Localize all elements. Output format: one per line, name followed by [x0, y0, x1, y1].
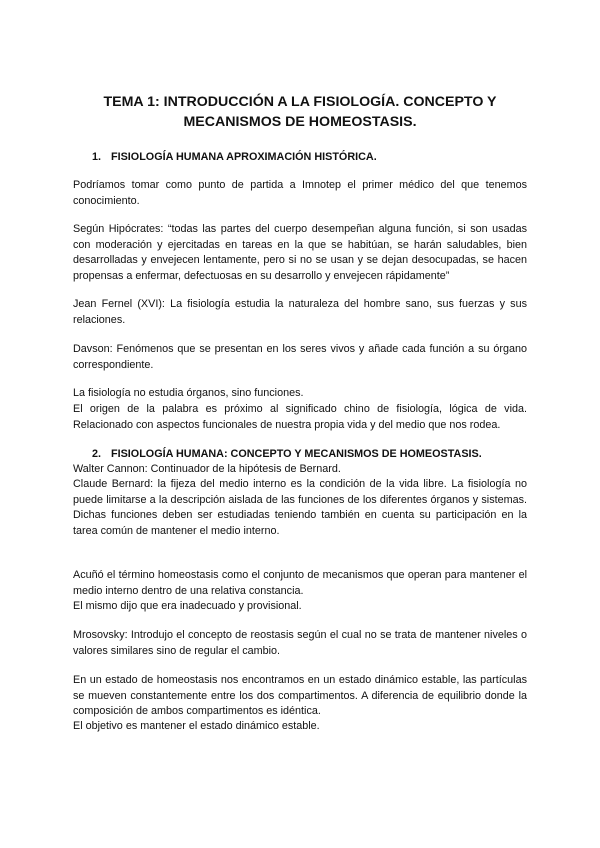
paragraph-origen: El origen de la palabra es próximo al significado chino de fisiología, lógica de vida. Relacionado con aspectos funcionales de nuestra propia vida y del medio que nos rodea.	[73, 403, 527, 431]
paragraph-acuno: Acuñó el término homeostasis como el conjunto de mecanismos que operan para mantener el medio interno dentro de una relativa constancia.	[73, 569, 527, 597]
paragraph-davson: Davson: Fenómenos que se presentan en los seres vivos y añade cada función a su órgano correspondiente.	[73, 343, 527, 371]
section-1-number: 1.	[92, 151, 102, 163]
page-title	[60, 92, 540, 132]
paragraph-mrosovsky: Mrosovsky: Introdujo el concepto de reostasis según el cual no se trata de mantener niveles o valores similares sino de regular el cambio.	[73, 629, 527, 657]
section-1-title: FISIOLOGÍA HUMANA APROXIMACIÓN HISTÓRICA.	[111, 151, 377, 163]
paragraph-objetivo: El objetivo es mantener el estado dinámico estable.	[73, 720, 320, 732]
title-line-2: MECANISMOS DE HOMEOSTASIS.	[183, 114, 417, 130]
paragraph-bernard: Claude Bernard: la fijeza del medio interno es la condición de la vida libre. La fisiología no puede limitarse a la descripción aislada de las funciones de los diferentes órganos y sistemas. Dichas funciones deben ser estudiadas teniendo también en cuenta su participación en la tarea común de mantener el medio interno.	[73, 478, 527, 537]
section-2-title: FISIOLOGÍA HUMANA: CONCEPTO Y MECANISMOS DE HOMEOSTASIS.	[111, 448, 482, 460]
section-1-heading	[92, 150, 377, 165]
section-2-number: 2.	[92, 448, 102, 460]
title-line-1: TEMA 1: INTRODUCCIÓN A LA FISIOLOGÍA. CONCEPTO Y	[103, 94, 497, 110]
paragraph-hipocrates: Según Hipócrates: “todas las partes del cuerpo desempeñan alguna función, si son usadas con moderación y ejercitadas en tareas en la que se habitúan, se harán saludables, bien desarrolladas y envejecen lentamente, pero si no se usan y se dejan desocupadas, se hacen propensas a enfermar, defectuosas en su desarrollo y envejecen rápidamente”	[73, 223, 527, 282]
paragraph-inadecuado: El mismo dijo que era inadecuado y provisional.	[73, 600, 302, 612]
paragraph-imnotep: Podríamos tomar como punto de partida a Imnotep el primer médico del que tenemos conocimiento.	[73, 179, 527, 207]
paragraph-cannon: Walter Cannon: Continuador de la hipótesis de Bernard.	[73, 463, 341, 475]
paragraph-fernel: Jean Fernel (XVI): La fisiología estudia la naturaleza del hombre sano, sus fuerzas y sus relaciones.	[73, 298, 527, 326]
paragraph-dinamico: En un estado de homeostasis nos encontramos en un estado dinámico estable, las partículas se mueven constantemente entre los dos compartimentos. A diferencia de equilibrio donde la composición de ambos compartimentos es idéntica.	[73, 674, 527, 717]
section-2-heading	[92, 447, 482, 462]
paragraph-no-organos: La fisiología no estudia órganos, sino funciones.	[73, 387, 304, 399]
